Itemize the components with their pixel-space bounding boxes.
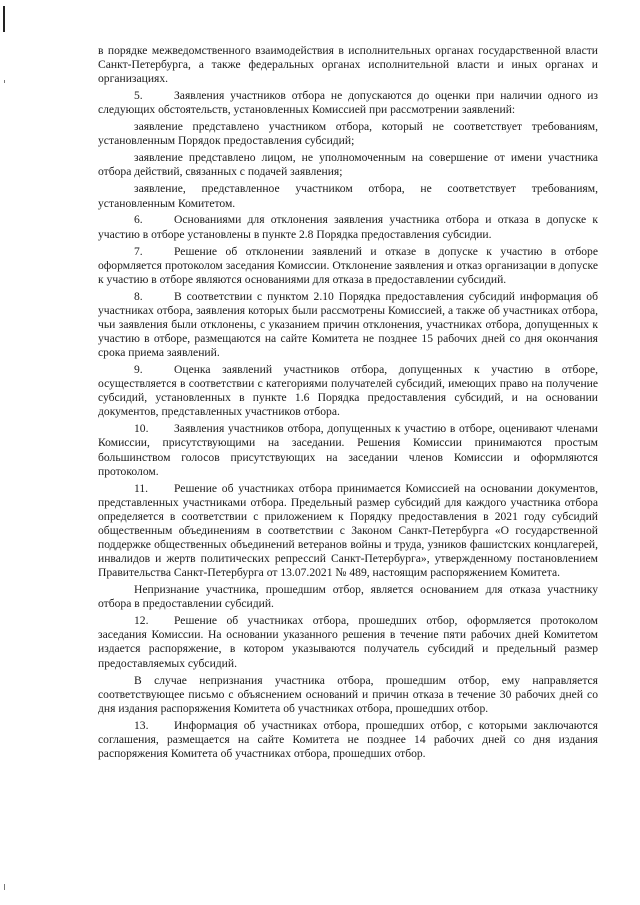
paragraph-number: 10.	[134, 422, 149, 436]
paragraph-12: 12. Решение об участниках отбора, прошедших отбор, оформляется протоколом заседания Комиссии. На основании указанного решения в течение пяти рабочих дней Комитетом издается распоряжение, в котором указываются получатель субсидий и предельный размер предоставляемых субсидий.	[98, 614, 598, 670]
paragraph-number: 13.	[134, 718, 149, 732]
paragraph-number: 11.	[134, 481, 149, 495]
paragraph-9: 9. Оценка заявлений участников отбора, допущенных к участию в отборе, осуществляется в соответствии с категориями получателей субсидий, имеющих право на получение субсидий, установленных в пункте 1.6 Порядка предоставления субсидий, и на основании документов, представленных участников отбора.	[98, 363, 598, 419]
paragraph-continuation: в порядке межведомственного взаимодействия в исполнительных органах государственной власти Санкт-Петербурга, а также федеральных органах исполнительной власти и иных органах и организациях.	[98, 44, 598, 86]
paragraph-5: 5. Заявления участников отбора не допускаются до оценки при наличии одного из следующих обстоятельств, установленных Комиссией при рассмотрении заявлений:	[98, 89, 598, 117]
paragraph-11: 11. Решение об участниках отбора принимается Комиссией на основании документов, представленных участниками отбора. Предельный размер субсидий для каждого участника отбора определяется в соответствии с приложением к Порядку предоставления в 2021 году субсидий общественным объединениям в соответствии с Законом Санкт-Петербурга «О государственной поддержке общественных объединений ветеранов войны и труда, узников фашистских концлагерей, инвалидов и жертв политических репрессий Санкт-Петербурга», утвержденному постановлением Правительства Санкт-Петербурга от 13.07.2021 № 489, настоящим распоряжением Комитета.	[98, 481, 598, 580]
paragraph-6: 6. Основаниями для отклонения заявления участника отбора и отказа в допуске к участию в отборе установлены в пункте 2.8 Порядка предоставления субсидии.	[98, 213, 598, 241]
paragraph-10: 10. Заявления участников отбора, допущенных к участию в отборе, оценивают членами Комиссии, присутствующими на заседании. Решения Комиссии принимаются простым большинством голосов присутствующих на заседании членов Комиссии и оформляются протоколом.	[98, 422, 598, 478]
paragraph-number: 6.	[134, 213, 143, 227]
document-body	[98, 44, 598, 764]
paragraph-number: 5.	[134, 89, 143, 103]
paragraph-list-item: заявление представлено участником отбора, который не соответствует требованиям, установленным Порядок предоставления субсидий;	[98, 120, 598, 148]
paragraph-number: 7.	[134, 244, 143, 258]
paragraph-number: 9.	[134, 363, 143, 377]
paragraph-list-item: заявление, представленное участником отбора, не соответствует требованиям, установленным Комитетом.	[98, 182, 598, 210]
paragraph-list-item: заявление представлено лицом, не уполномоченным на совершение от имени участника отбора действий, связанных с подачей заявления;	[98, 151, 598, 179]
paragraph-11-addendum: Непризнание участника, прошедшим отбор, является основанием для отказа участнику отбора в предоставлении субсидий.	[98, 583, 598, 611]
paragraph-13: 13. Информация об участниках отбора, прошедших отбор, с которыми заключаются соглашения, размещается на сайте Комитета не позднее 14 рабочих дней со дня издания распоряжения Комитета об участниках отбора, прошедших отбор.	[98, 718, 598, 760]
paragraph-number: 12.	[134, 614, 149, 628]
paragraph-12-addendum: В случае непризнания участника отбора, прошедшим отбор, ему направляется соответствующее письмо с объяснением оснований и причин отказа в течение 30 рабочих дней со дня издания распоряжения Комитета об участниках отбора, прошедших отбор.	[98, 673, 598, 715]
scan-edge-dot	[4, 884, 5, 890]
paragraph-8: 8. В соответствии с пунктом 2.10 Порядка предоставления субсидий информация об участниках отбора, заявления которых были рассмотрены Комиссией, а также об участниках отбора, чьи заявления были отклонены, с указанием причин отклонения, участниках отбора, допущенных к участию в отборе, размещаются на сайте Комитета не позднее 15 рабочих дней со дня окончания срока приема заявлений.	[98, 289, 598, 360]
scan-edge-dot	[4, 80, 5, 83]
paragraph-number: 8.	[134, 289, 143, 303]
scan-edge-mark	[3, 6, 5, 32]
paragraph-7: 7. Решение об отклонении заявлений и отказе в допуске к участию в отборе оформляется протоколом заседания Комиссии. Отклонение заявления и отказ организации в допуске к участию в отборе являются основаниями для отказа в предоставлении субсидий.	[98, 244, 598, 286]
